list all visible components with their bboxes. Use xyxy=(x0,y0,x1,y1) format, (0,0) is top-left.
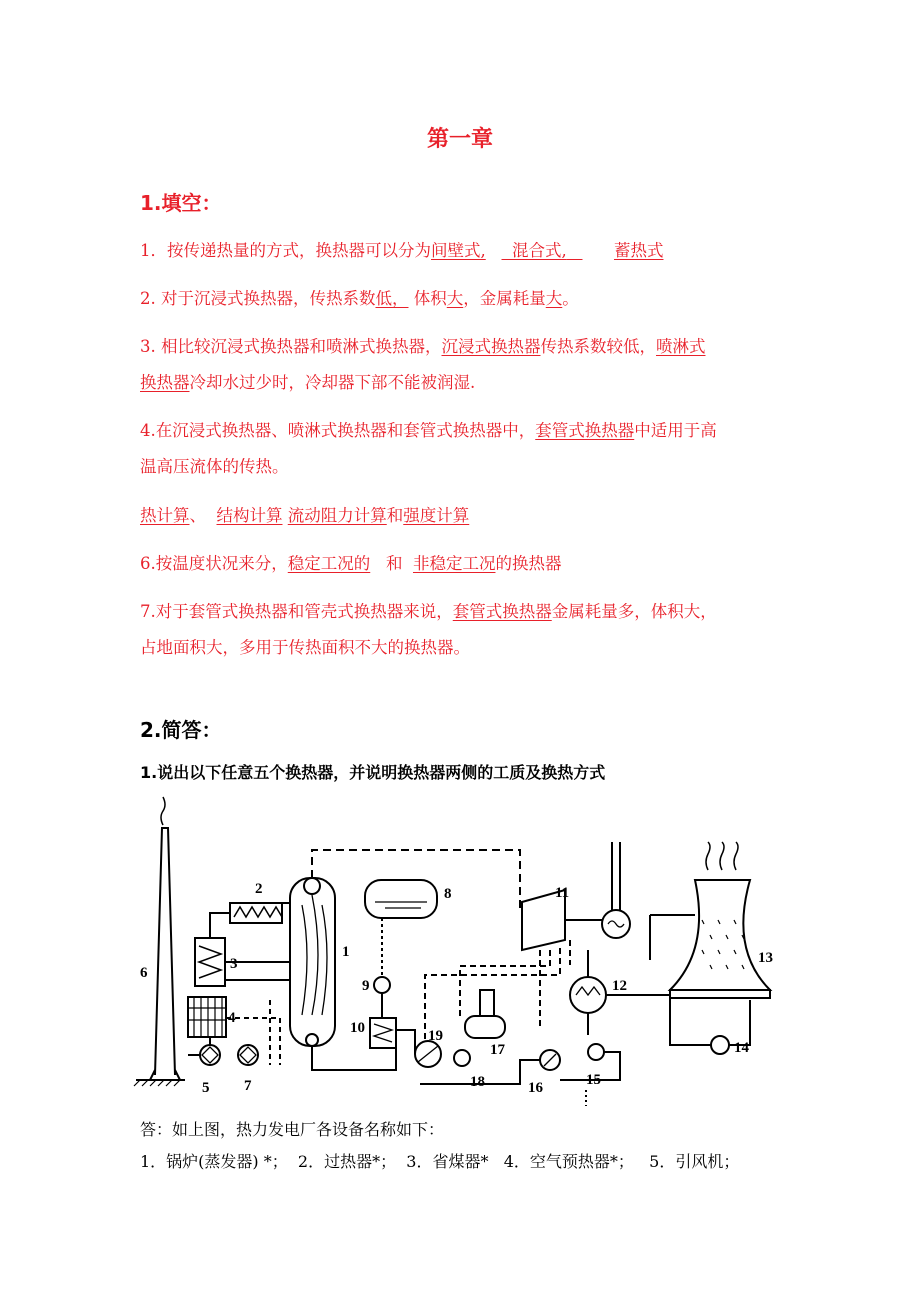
q1-answer-2: 混合式, xyxy=(512,241,567,260)
diagram-label-9: 9 xyxy=(362,978,370,994)
q2-text-2: 体积 xyxy=(408,289,447,308)
diagram-label-8: 8 xyxy=(444,886,452,902)
q4-answer-1: 套管式换热器 xyxy=(535,421,635,440)
q3-text: 3. 相比较沉浸式换热器和喷淋式换热器， xyxy=(140,337,442,356)
economizer xyxy=(195,938,225,986)
q5-answer-1: 热计算 xyxy=(140,506,190,525)
q2-text-4: 。 xyxy=(562,289,579,308)
q3-text-2: 传热系数较低， xyxy=(540,337,656,356)
q5-answer-3: 流动阻力计算 xyxy=(287,506,387,525)
q6-text-2: 和 xyxy=(370,554,413,573)
diagram-label-16: 16 xyxy=(528,1080,543,1096)
q3-answer-2b: 换热器 xyxy=(140,373,190,392)
q4-text: 4.在沉浸式换热器、喷淋式换热器和套管式换热器中， xyxy=(140,421,536,440)
fill-question-7-line-2: 占地面积大，多用于传热面积不大的换热器。 xyxy=(140,638,470,657)
fill-question-7-line-1 xyxy=(140,601,717,623)
fill-question-4-line-1 xyxy=(140,420,717,442)
short-question-1: 1.说出以下任意五个换热器，并说明换热器两侧的工质及换热方式 xyxy=(140,763,606,782)
cooling-tower xyxy=(588,842,770,998)
fill-question-3-line-1 xyxy=(140,336,706,358)
diagram-label-12: 12 xyxy=(612,978,627,994)
q7-text: 7.对于套管式换热器和管壳式换热器来说， xyxy=(140,602,453,621)
fill-question-6 xyxy=(140,553,561,575)
diagram-label-1: 1 xyxy=(342,944,350,960)
q6-answer-2: 非稳定工况 xyxy=(412,554,496,573)
fill-question-5 xyxy=(140,505,469,527)
q3-answer-2a: 喷淋式 xyxy=(656,337,706,356)
q6-text-3: 的换热器 xyxy=(495,554,562,573)
q1-text: 1．按传递热量的方式，换热器可以分为 xyxy=(140,241,431,260)
chimney xyxy=(150,797,180,1080)
forced-draft-fan xyxy=(238,1045,258,1065)
diagram-label-13: 13 xyxy=(758,950,773,966)
boiler-evaporator xyxy=(290,878,335,1046)
q7-answer-1: 套管式换热器 xyxy=(452,602,552,621)
diagram-label-10: 10 xyxy=(350,1020,365,1036)
condensate-pump xyxy=(588,1044,604,1060)
diagram-label-11: 11 xyxy=(555,885,570,901)
q2-text-3: ，金属耗量 xyxy=(463,289,546,308)
q5-answer-2: 结构计算 xyxy=(216,506,283,525)
air-preheater xyxy=(188,997,226,1037)
answer-line-1: 答：如上图，热力发电厂各设备名称如下： xyxy=(140,1120,445,1139)
diagram-label-7: 7 xyxy=(244,1078,252,1094)
diagram-label-5: 5 xyxy=(202,1080,210,1096)
circulating-pump xyxy=(711,1036,729,1054)
diagram-label-2: 2 xyxy=(255,881,263,897)
q7-text-2: 金属耗量多，体积大， xyxy=(551,602,717,621)
q4-text-2: 中适用于高 xyxy=(634,421,717,440)
q2-answer-2: 大 xyxy=(446,289,464,308)
q3-answer-1: 沉浸式换热器 xyxy=(441,337,541,356)
fill-question-2 xyxy=(140,288,579,310)
induced-draft-fan xyxy=(200,1045,220,1065)
q2-answer-1: 低， xyxy=(375,289,409,308)
generator xyxy=(565,842,630,938)
diagram-label-19: 19 xyxy=(428,1028,443,1044)
q3-text-3: 冷却水过少时，冷却器下部不能被润湿. xyxy=(189,373,476,392)
q5-answer-4: 强度计算 xyxy=(403,506,470,525)
power-plant-diagram xyxy=(130,790,790,1110)
feed-pump xyxy=(374,977,390,993)
condenser xyxy=(570,950,606,1013)
fill-question-3-line-2 xyxy=(140,372,475,394)
short-answer-heading: 2.简答： xyxy=(140,718,222,742)
diagram-label-14: 14 xyxy=(734,1040,749,1056)
mixing-heater xyxy=(465,990,505,1038)
q5-text: 和 xyxy=(386,506,404,525)
deaerator-tank xyxy=(365,880,437,918)
diagram-label-4: 4 xyxy=(228,1010,236,1026)
chapter-title: 第一章 xyxy=(426,126,493,152)
pump-18 xyxy=(454,1050,470,1066)
diagram-label-18: 18 xyxy=(470,1074,485,1090)
q5-separator: 、 xyxy=(189,506,212,525)
answer-line-2: 1．锅炉(蒸发器) *； 2．过热器*； 3．省煤器* 4．空气预热器*； 5．引风机； xyxy=(140,1152,740,1171)
diagram-label-17: 17 xyxy=(490,1042,505,1058)
q2-text: 2. 对于沉浸式换热器，传热系数 xyxy=(140,289,376,308)
superheater xyxy=(230,903,282,923)
fill-question-1 xyxy=(140,240,663,262)
diagram-label-3: 3 xyxy=(230,956,238,972)
diagram-label-15: 15 xyxy=(586,1072,601,1088)
fill-section-heading: 1.填空： xyxy=(140,191,222,215)
q6-answer-1: 稳定工况的 xyxy=(287,554,371,573)
fill-question-4-line-2: 温高压流体的传热。 xyxy=(140,457,289,476)
q1-answer-3: 蓄热式 xyxy=(613,241,664,260)
q2-answer-3: 大 xyxy=(545,289,563,308)
q1-answer-1: 间壁式, xyxy=(431,241,486,260)
q6-text: 6.按温度状况来分， xyxy=(140,554,288,573)
diagram-label-6: 6 xyxy=(140,965,148,981)
